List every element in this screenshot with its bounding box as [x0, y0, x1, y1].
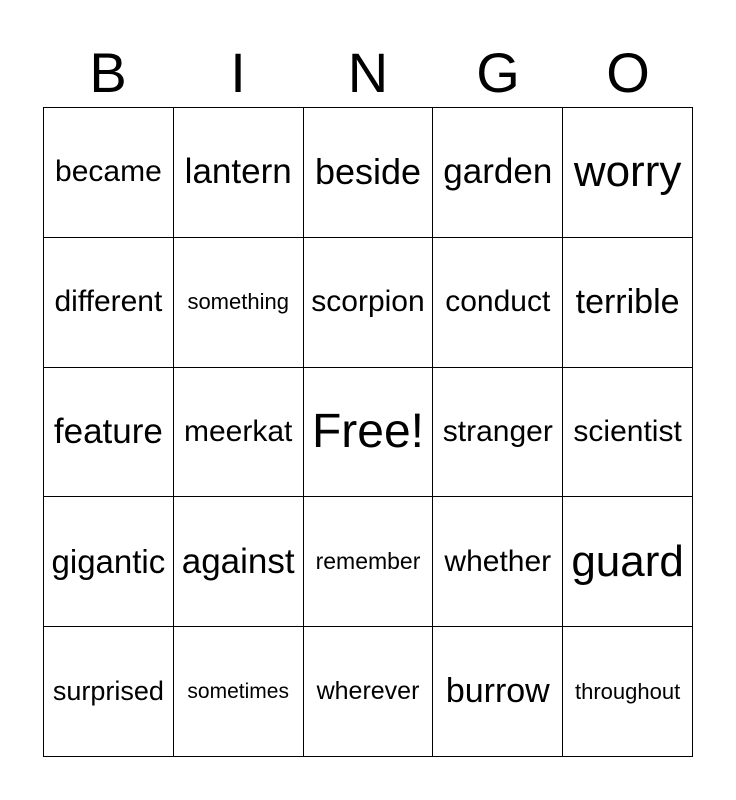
- header-letter-g: G: [476, 41, 520, 104]
- bingo-cell: gigantic: [44, 497, 174, 627]
- bingo-cell: surprised: [44, 627, 174, 757]
- bingo-cell: became: [44, 108, 174, 238]
- bingo-cell: conduct: [433, 238, 563, 368]
- bingo-cell: beside: [304, 108, 434, 238]
- header-letter-i: I: [230, 41, 246, 104]
- header-letter-o: O: [606, 41, 650, 104]
- bingo-cell: stranger: [433, 368, 563, 498]
- bingo-cell: sometimes: [174, 627, 304, 757]
- bingo-cell: lantern: [174, 108, 304, 238]
- bingo-cell: worry: [563, 108, 693, 238]
- header-letter-b: B: [89, 41, 127, 104]
- bingo-grid: [43, 107, 693, 757]
- bingo-cell: whether: [433, 497, 563, 627]
- bingo-cell: throughout: [563, 627, 693, 757]
- bingo-cell: burrow: [433, 627, 563, 757]
- bingo-cell: feature: [44, 368, 174, 498]
- free-space-cell: Free!: [304, 368, 434, 498]
- bingo-header: [43, 40, 693, 106]
- bingo-cell: wherever: [304, 627, 434, 757]
- bingo-cell: something: [174, 238, 304, 368]
- bingo-cell: remember: [304, 497, 434, 627]
- bingo-cell: different: [44, 238, 174, 368]
- bingo-cell: scorpion: [304, 238, 434, 368]
- bingo-cell: guard: [563, 497, 693, 627]
- bingo-cell: terrible: [563, 238, 693, 368]
- bingo-cell: meerkat: [174, 368, 304, 498]
- bingo-cell: garden: [433, 108, 563, 238]
- bingo-cell: against: [174, 497, 304, 627]
- bingo-cell: scientist: [563, 368, 693, 498]
- header-letter-n: N: [347, 41, 389, 104]
